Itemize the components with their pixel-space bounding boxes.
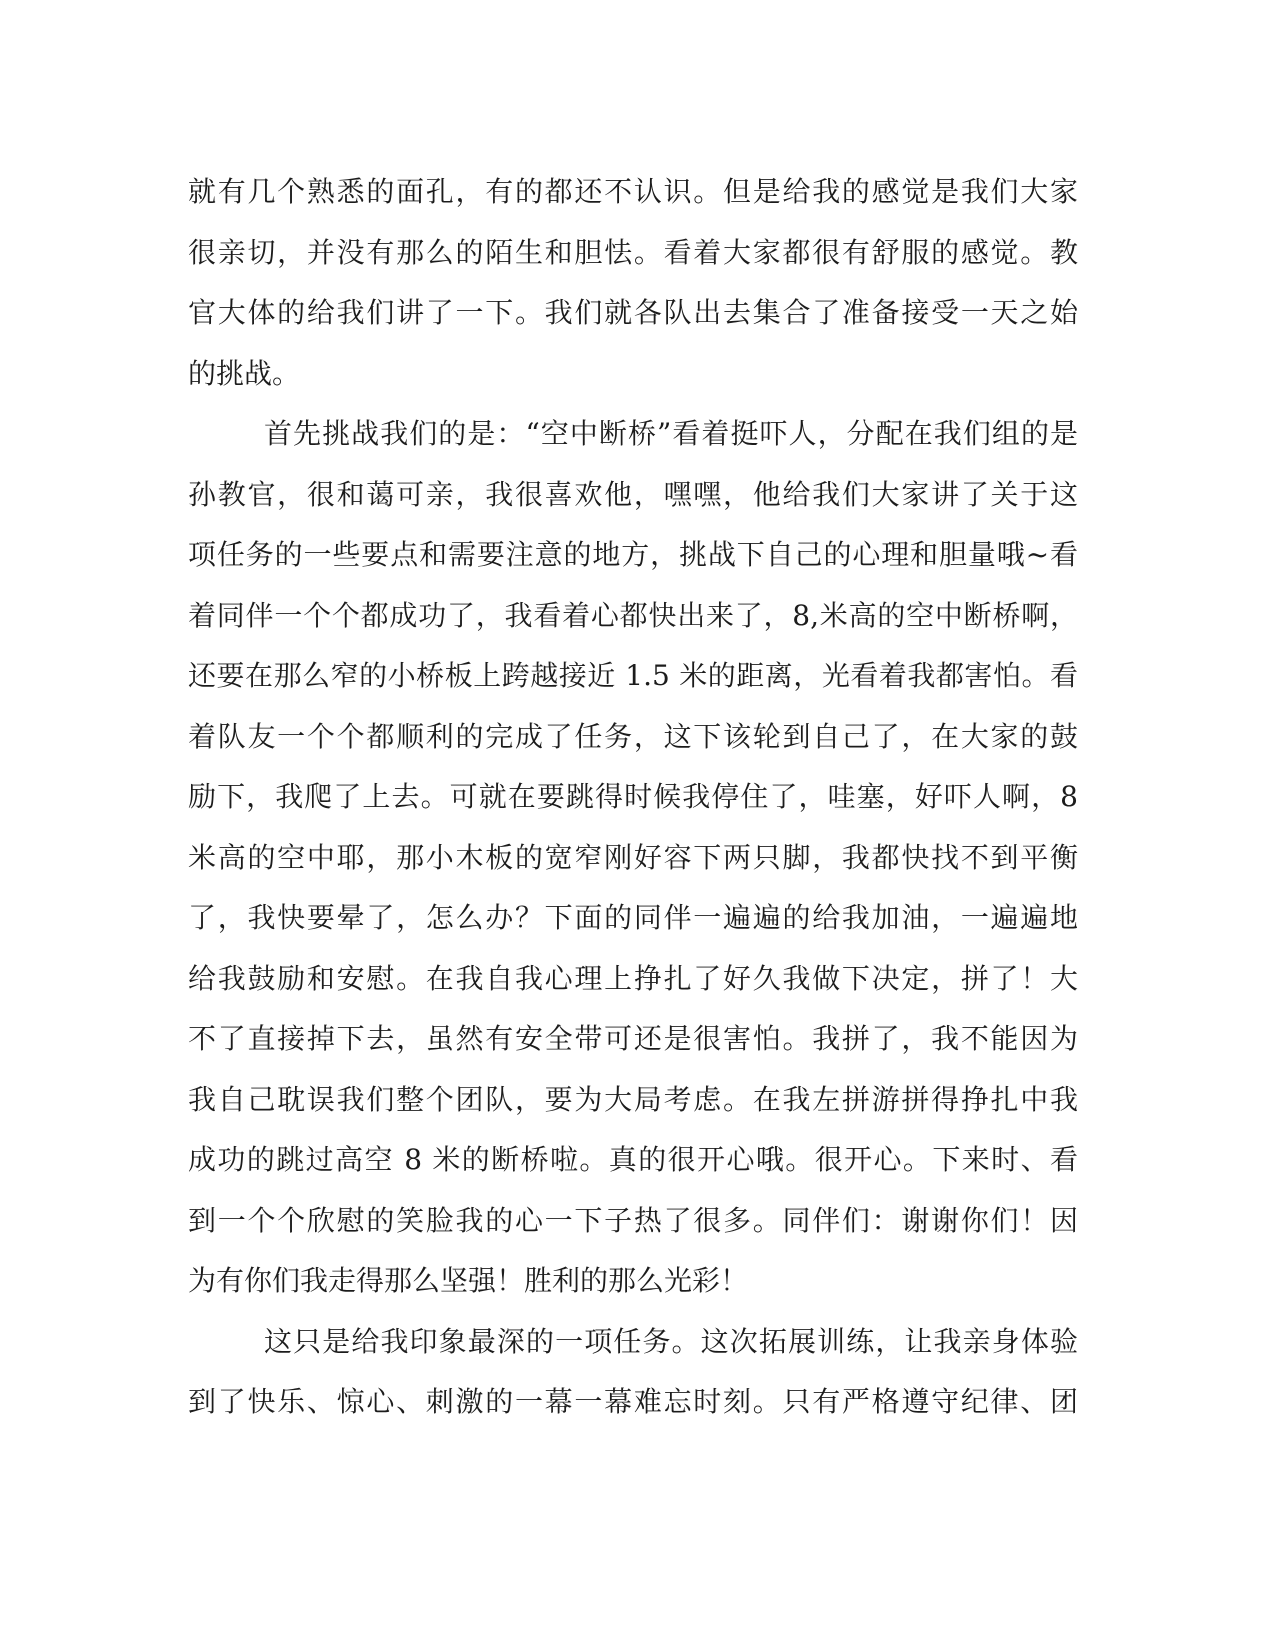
text-line: 了，我快要晕了，怎么办？下面的同伴一遍遍的给我加油，一遍遍地 <box>188 901 1078 934</box>
text-line: 着同伴一个个都成功了，我看着心都快出来了，8,米高的空中断桥啊， <box>188 598 1078 632</box>
text-line: 励下，我爬了上去。可就在要跳得时候我停住了，哇塞，好吓人啊，8 <box>188 780 1078 813</box>
text-line: 着队友一个个都顺利的完成了任务，这下该轮到自己了，在大家的鼓 <box>188 719 1078 753</box>
text-line: 米高的空中耶，那小木板的宽窄刚好容下两只脚，我都快找不到平衡 <box>188 840 1078 874</box>
text-line: 我自己耽误我们整个团队，要为大局考虑。在我左拼游拼得挣扎中我 <box>188 1082 1078 1116</box>
text-line: 为有你们我走得那么坚强！胜利的那么光彩！ <box>188 1264 749 1297</box>
text-line: 孙教官，很和蔼可亲，我很喜欢他，嘿嘿，他给我们大家讲了关于这 <box>188 477 1078 511</box>
text-line: 项任务的一些要点和需要注意的地方，挑战下自己的心理和胆量哦~看 <box>188 538 1078 571</box>
text-line: 到一个个欣慰的笑脸我的心一下子热了很多。同伴们：谢谢你们！因 <box>188 1203 1078 1237</box>
text-line: 官大体的给我们讲了一下。我们就各队出去集合了准备接受一天之始 <box>188 296 1078 329</box>
text-line: 给我鼓励和安慰。在我自我心理上挣扎了好久我做下决定，拼了！大 <box>188 961 1078 995</box>
text-line: 的挑战。 <box>188 356 301 390</box>
text-line: 不了直接掉下去，虽然有安全带可还是很害怕。我拼了，我不能因为 <box>188 1022 1078 1055</box>
text-line: 成功的跳过高空 8 米的断桥啦。真的很开心哦。很开心。下来时、看 <box>188 1143 1078 1176</box>
paragraph-first-line: 首先挑战我们的是：“空中断桥”看着挺吓人，分配在我们组的是 <box>264 417 1078 450</box>
document-body <box>188 162 1078 1433</box>
text-line: 就有几个熟悉的面孔，有的都还不认识。但是给我的感觉是我们大家 <box>188 175 1078 208</box>
paragraph-first-line: 这只是给我印象最深的一项任务。这次拓展训练，让我亲身体验 <box>264 1324 1078 1358</box>
text-line: 还要在那么窄的小桥板上跨越接近 1.5 米的距离，光看着我都害怕。看 <box>188 659 1078 692</box>
text-line: 到了快乐、惊心、刺激的一幕一幕难忘时刻。只有严格遵守纪律、团 <box>188 1385 1078 1418</box>
text-line: 很亲切，并没有那么的陌生和胆怯。看着大家都很有舒服的感觉。教 <box>188 235 1078 269</box>
